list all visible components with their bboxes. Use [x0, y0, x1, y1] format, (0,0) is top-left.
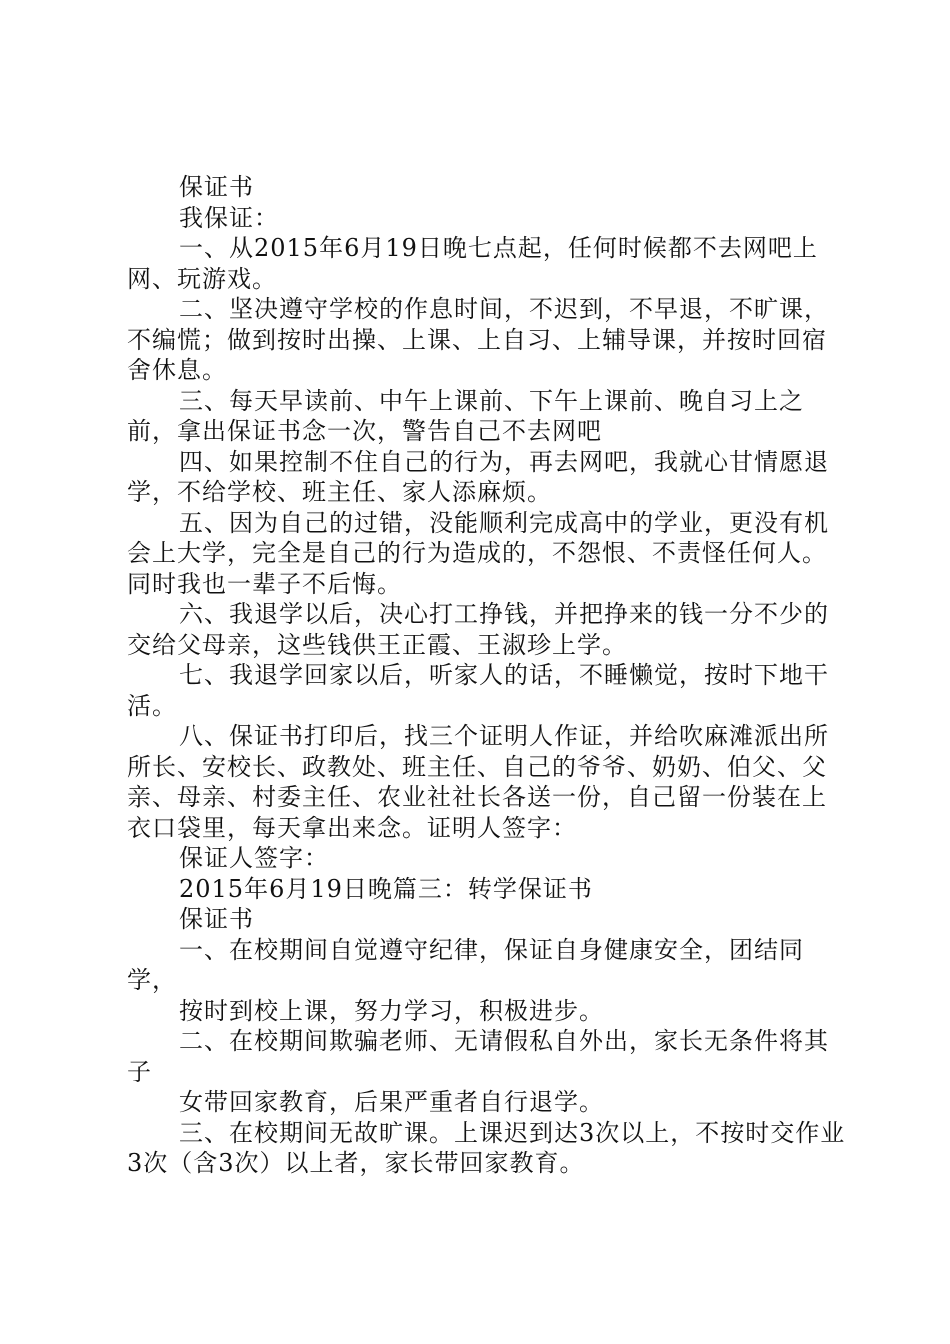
heading-guarantee: 保证书	[179, 173, 254, 201]
guarantor-signature: 保证人签字：	[179, 844, 329, 872]
clause-8: 八、保证书打印后，找三个证明人作证，并给吹麻滩派出所所长、安校长、政教处、班主任、自己的爷爷、奶奶、伯父、父亲、母亲、村委主任、农业社社长各送一份，自己留一份装在上衣口袋里，每天拿出来念。证明人签字：	[127, 722, 829, 842]
clause-4: 四、如果控制不住自己的行为，再去网吧，我就心甘情愿退学，不给学校、班主任、家人添麻烦。	[127, 447, 829, 506]
clause-6: 六、我退学以后，决心打工挣钱，并把挣来的钱一分不少的交给父母亲，这些钱供王正霞、王淑珍上学。	[127, 600, 829, 659]
clause-1: 一、从2015年6月19日晚七点起，任何时候都不去网吧上网、玩游戏。	[127, 234, 818, 293]
transfer-clause-2a: 二、在校期间欺骗老师、无请假私自外出，家长无条件将其子	[127, 1027, 829, 1086]
date-and-section-title: 2015年6月19日晚篇三：转学保证书	[179, 874, 593, 903]
transfer-clause-1a: 一、在校期间自觉遵守纪律，保证自身健康安全，团结同学，	[127, 935, 804, 994]
intro-line: 我保证：	[179, 203, 279, 232]
heading-guarantee-2: 保证书	[179, 905, 254, 933]
transfer-clause-3: 三、在校期间无故旷课。上课迟到达3次以上，不按时交作业3次（含3次）以上者，家长带回家教育。	[127, 1118, 846, 1177]
clause-5: 五、因为自己的过错，没能顺利完成高中的学业，更没有机会上大学，完全是自己的行为造成的，不怨恨、不责怪任何人。同时我也一辈子不后悔。	[127, 508, 829, 598]
clause-3: 三、每天早读前、中午上课前、下午上课前、晚自习上之前，拿出保证书念一次，警告自己不去网吧	[127, 386, 804, 445]
transfer-clause-1b: 按时到校上课，努力学习，积极进步。	[179, 996, 604, 1025]
clause-2: 二、坚决遵守学校的作息时间，不迟到，不早退，不旷课，不编慌；做到按时出操、上课、上自习、上辅导课，并按时回宿舍休息。	[127, 295, 829, 384]
document-body	[127, 172, 847, 1179]
transfer-clause-2b: 女带回家教育，后果严重者自行退学。	[179, 1088, 604, 1116]
clause-7: 七、我退学回家以后，听家人的话，不睡懒觉，按时下地干活。	[127, 661, 829, 720]
